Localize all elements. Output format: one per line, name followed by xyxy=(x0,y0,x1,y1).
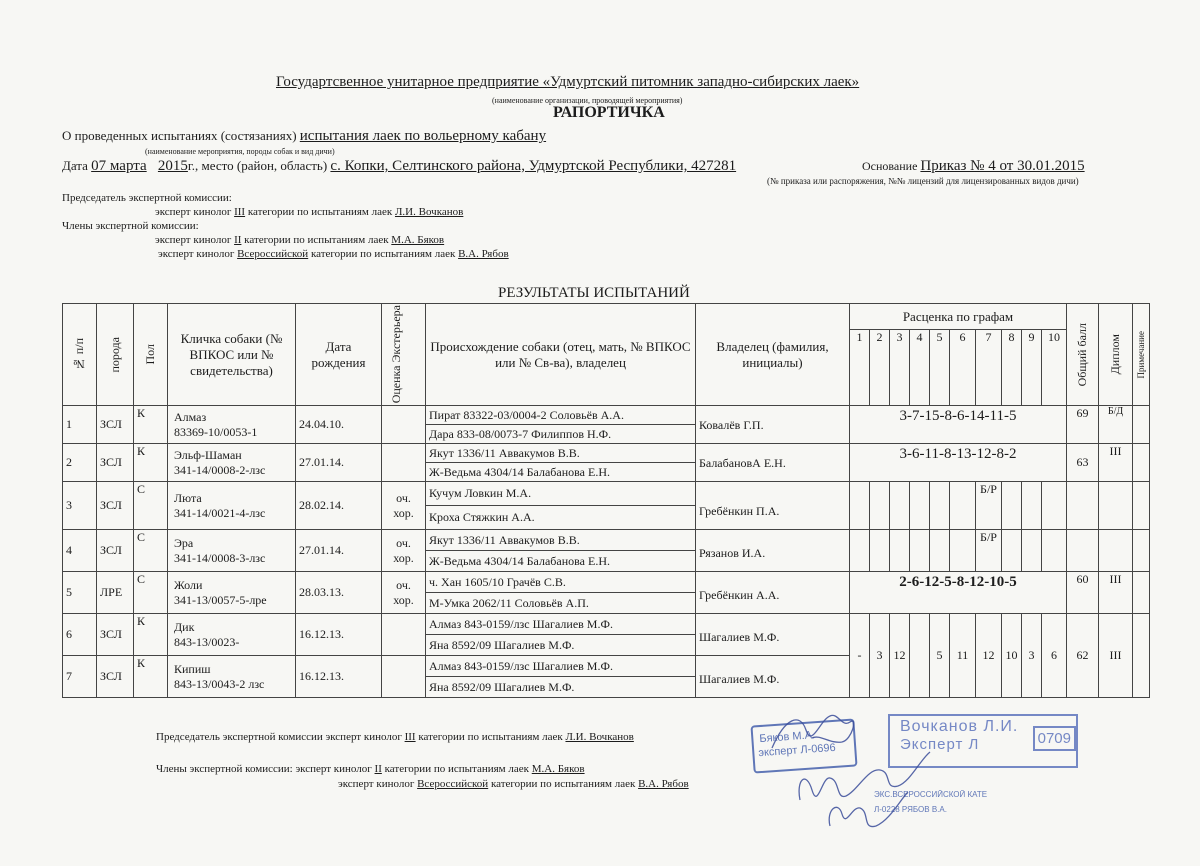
th-exterior: Оценка Экстерьера xyxy=(382,304,426,406)
cell-grade: 5 xyxy=(930,614,950,698)
cell-diploma xyxy=(1099,482,1133,530)
cell-father: Алмаз 843-0159/лзс Шагалиев М.Ф. xyxy=(426,656,696,677)
cell-text: Люта xyxy=(174,490,202,505)
cell-text: 843-13/0023- xyxy=(174,634,240,649)
members-label: Члены экспертной комиссии: xyxy=(62,220,199,232)
cell-note xyxy=(1133,530,1150,572)
cell-exterior xyxy=(382,656,426,698)
cell-text: Дик xyxy=(174,619,195,634)
cell-sex: К xyxy=(134,444,168,482)
cell-grade xyxy=(930,530,950,572)
cell-num: 5 xyxy=(63,572,97,614)
bottom-member1-line: Члены экспертной комиссии: эксперт кинолог II категории по испытаниям лаек М.А. Бяков xyxy=(156,763,585,775)
cell-sex: С xyxy=(134,482,168,530)
cell-text: 341-14/0008-2-лзс xyxy=(174,462,266,477)
cell-sex: К xyxy=(134,656,168,698)
cell-grade xyxy=(910,482,930,530)
th-total: Общий балл xyxy=(1067,304,1099,406)
cell-exterior xyxy=(382,482,426,530)
cell-grade: 3 xyxy=(1022,614,1042,698)
cell-grade xyxy=(890,530,910,572)
cell-dog-name xyxy=(168,656,296,698)
cell-dog-name xyxy=(168,614,296,656)
cell-mother: Яна 8592/09 Шагалиев М.Ф. xyxy=(426,677,696,698)
th-grades: Расценка по графам xyxy=(850,304,1067,330)
th-note: Примечание xyxy=(1133,304,1150,406)
cell-grade: 11 xyxy=(950,614,976,698)
cell-birth: 28.03.13. xyxy=(296,572,382,614)
cell-grade: Б/Р xyxy=(976,530,1002,572)
cell-sex: С xyxy=(134,530,168,572)
cell-num: 7 xyxy=(63,656,97,698)
th-grade-col: 10 xyxy=(1042,330,1067,406)
cell-breed: ЗСЛ xyxy=(97,482,134,530)
cell-grades: 2-6-12-5-8-12-10-5 xyxy=(850,572,1067,614)
cell-exterior xyxy=(382,572,426,614)
cell-diploma xyxy=(1099,530,1133,572)
th-dog-name: Кличка собаки (№ ВПКОС или № свидетельства) xyxy=(168,304,296,406)
cell-dog-name xyxy=(168,482,296,530)
cell-diploma: III xyxy=(1099,614,1133,698)
cell-grade xyxy=(1022,530,1042,572)
cell-exterior xyxy=(382,530,426,572)
th-grade-col: 7 xyxy=(976,330,1002,406)
th-grade-col: 4 xyxy=(910,330,930,406)
member1-line: эксперт кинолог II категории по испытаниям лаек М.А. Бяков xyxy=(155,234,445,246)
cell-text: оч. xyxy=(396,490,411,505)
th-sex: Пол xyxy=(134,304,168,406)
cell-grade: 12 xyxy=(976,614,1002,698)
th-num: № п/п xyxy=(63,304,97,406)
table-row xyxy=(63,572,1150,593)
org-name: Государтсвенное унитарное предприятие «Удмуртский питомник западно-сибирских лаек» xyxy=(276,74,860,90)
cell-grade xyxy=(1042,530,1067,572)
cell-diploma: Б/Д xyxy=(1099,406,1133,444)
cell-text: оч. xyxy=(396,535,411,550)
cell-father: ч. Хан 1605/10 Грачёв С.В. xyxy=(426,572,696,593)
cell-father: Алмаз 843-0159/лзс Шагалиев М.Ф. xyxy=(426,614,696,635)
cell-note xyxy=(1133,572,1150,614)
cell-grade xyxy=(910,614,930,698)
cell-grades: 3-7-15-8-6-14-11-5 xyxy=(850,406,1067,444)
th-birth: Дата рождения xyxy=(296,304,382,406)
cell-owner: Рязанов И.А. xyxy=(696,530,850,572)
cell-diploma: III xyxy=(1099,572,1133,614)
cell-exterior xyxy=(382,406,426,444)
cell-birth: 27.01.14. xyxy=(296,530,382,572)
cell-text: хор. xyxy=(393,505,414,520)
cell-father: Якут 1336/11 Аввакумов В.В. xyxy=(426,444,696,463)
member2-line: эксперт кинолог Всероссийской категории по испытаниям лаек В.А. Рябов xyxy=(158,248,509,260)
cell-birth: 24.04.10. xyxy=(296,406,382,444)
bottom-chair-line: Председатель экспертной комиссии эксперт кинолог III категории по испытаниям лаек Л.И. Вочканов xyxy=(156,731,634,743)
th-grade-col: 6 xyxy=(950,330,976,406)
cell-grade xyxy=(930,482,950,530)
cell-sex: К xyxy=(134,614,168,656)
cell-grade: 10 xyxy=(1002,614,1022,698)
chair-line: эксперт кинолог III категории по испытаниям лаек Л.И. Вочканов xyxy=(155,206,464,218)
date-line: Дата 07 марта 2015г., место (район, область) с. Копки, Селтинского района, Удмуртской Республики, 427281 xyxy=(62,158,737,174)
cell-grade: 12 xyxy=(890,614,910,698)
cell-grade: - xyxy=(850,614,870,698)
cell-text: Эльф-Шаман xyxy=(174,447,242,462)
cell-dog-name xyxy=(168,572,296,614)
cell-grade xyxy=(850,482,870,530)
cell-mother: М-Умка 2062/11 Соловьёв А.П. xyxy=(426,593,696,614)
th-owner: Владелец (фамилия, инициалы) xyxy=(696,304,850,406)
cell-num: 6 xyxy=(63,614,97,656)
basis-note: (№ приказа или распоряжения, №№ лицензий для лицензированных видов дичи) xyxy=(767,176,1079,186)
cell-dog-name xyxy=(168,530,296,572)
table-row xyxy=(63,614,1150,635)
cell-text: Кипиш xyxy=(174,661,211,676)
th-grade-col: 3 xyxy=(890,330,910,406)
cell-dog-name xyxy=(168,406,296,444)
cell-text: оч. xyxy=(396,577,411,592)
basis-line: Основание Приказ № 4 от 30.01.2015 xyxy=(862,158,1085,174)
cell-mother: Яна 8592/09 Шагалиев М.Ф. xyxy=(426,635,696,656)
table-row xyxy=(63,482,1150,506)
cell-note xyxy=(1133,482,1150,530)
results-title: РЕЗУЛЬТАТЫ ИСПЫТАНИЙ xyxy=(498,285,690,301)
cell-grade xyxy=(890,482,910,530)
table-row xyxy=(63,444,1150,463)
th-grade-col: 9 xyxy=(1022,330,1042,406)
cell-sex: К xyxy=(134,406,168,444)
th-grade-col: 1 xyxy=(850,330,870,406)
cell-text: Эра xyxy=(174,535,194,550)
cell-birth: 27.01.14. xyxy=(296,444,382,482)
cell-grade xyxy=(1042,482,1067,530)
cell-grade xyxy=(1002,530,1022,572)
cell-breed: ЛРЕ xyxy=(97,572,134,614)
th-grade-col: 5 xyxy=(930,330,950,406)
doc-title: РАПОРТИЧКА xyxy=(553,104,665,121)
cell-text: 843-13/0043-2 лзс xyxy=(174,676,265,691)
cell-father: Якут 1336/11 Аввакумов В.В. xyxy=(426,530,696,551)
cell-father: Кучум Ловкин М.А. xyxy=(426,482,696,506)
cell-num: 3 xyxy=(63,482,97,530)
org-note: (наименование организации, проводящей мероприятия) xyxy=(492,96,683,105)
cell-sex: С xyxy=(134,572,168,614)
cell-num: 2 xyxy=(63,444,97,482)
cell-grade xyxy=(950,482,976,530)
cell-breed: ЗСЛ xyxy=(97,614,134,656)
cell-total xyxy=(1067,530,1099,572)
th-diploma: Диплом xyxy=(1099,304,1133,406)
cell-mother: Кроха Стяжкин А.А. xyxy=(426,506,696,530)
stamp-vochkanov: Вочканов Л.И. Эксперт Л 0709 xyxy=(888,714,1078,768)
cell-mother: Дара 833-08/0073-7 Филиппов Н.Ф. xyxy=(426,425,696,444)
cell-grade xyxy=(850,530,870,572)
cell-num: 4 xyxy=(63,530,97,572)
cell-birth: 28.02.14. xyxy=(296,482,382,530)
cell-text: 341-14/0008-3-лзс xyxy=(174,550,266,565)
table-row xyxy=(63,406,1150,425)
cell-owner: Гребёнкин А.А. xyxy=(696,572,850,614)
cell-dog-name xyxy=(168,444,296,482)
about-note: (наименование мероприятия, породы собак и вид дичи) xyxy=(145,147,335,156)
th-origin: Происхождение собаки (отец, мать, № ВПКОС или № Св-ва), владелец xyxy=(426,304,696,406)
cell-text: хор. xyxy=(393,550,414,565)
cell-num: 1 xyxy=(63,406,97,444)
cell-text: 83369-10/0053-1 xyxy=(174,424,258,439)
cell-owner: БалабановА Е.Н. xyxy=(696,444,850,482)
cell-grade xyxy=(870,482,890,530)
cell-note xyxy=(1133,406,1150,444)
cell-note xyxy=(1133,614,1150,698)
cell-total xyxy=(1067,482,1099,530)
cell-grade xyxy=(910,530,930,572)
cell-text: Алмаз xyxy=(174,409,207,424)
cell-note xyxy=(1133,444,1150,482)
cell-grade: 3 xyxy=(870,614,890,698)
cell-grades: 3-6-11-8-13-12-8-2 xyxy=(850,444,1067,482)
cell-breed: ЗСЛ xyxy=(97,444,134,482)
th-grade-col: 2 xyxy=(870,330,890,406)
cell-grade xyxy=(1002,482,1022,530)
cell-grade xyxy=(950,530,976,572)
cell-birth: 16.12.13. xyxy=(296,656,382,698)
cell-owner: Шагалиев М.Ф. xyxy=(696,656,850,698)
stamp-byakov: Бяков М.А. эксперт Л-0696 xyxy=(750,718,857,773)
cell-mother: Ж-Ведьма 4304/14 Балабанова Е.Н. xyxy=(426,463,696,482)
chair-label: Председатель экспертной комиссии: xyxy=(62,192,232,204)
cell-grade xyxy=(1022,482,1042,530)
cell-owner: Гребёнкин П.А. xyxy=(696,482,850,530)
cell-text: 341-14/0021-4-лзс xyxy=(174,505,266,520)
cell-total: 63 xyxy=(1067,444,1099,482)
cell-text: Жоли xyxy=(174,577,203,592)
cell-total: 60 xyxy=(1067,572,1099,614)
cell-owner: Шагалиев М.Ф. xyxy=(696,614,850,656)
th-breed: порода xyxy=(97,304,134,406)
cell-diploma: III xyxy=(1099,444,1133,482)
cell-owner: Ковалёв Г.П. xyxy=(696,406,850,444)
cell-breed: ЗСЛ xyxy=(97,530,134,572)
table-row xyxy=(63,530,1150,551)
cell-total: 69 xyxy=(1067,406,1099,444)
cell-total: 62 xyxy=(1067,614,1099,698)
cell-exterior xyxy=(382,614,426,656)
cell-father: Пират 83322-03/0004-2 Соловьёв А.А. xyxy=(426,406,696,425)
stamp-ryabov: ЭКС.ВСЕРОССИЙСКОЙ КАТЕ Л-0228 РЯБОВ В.А. xyxy=(874,790,988,814)
cell-grade: 6 xyxy=(1042,614,1067,698)
th-grade-col: 8 xyxy=(1002,330,1022,406)
about-line: О проведенных испытаниях (состязаниях) испытания лаек по вольерному кабану xyxy=(62,128,547,144)
cell-grade xyxy=(870,530,890,572)
cell-breed: ЗСЛ xyxy=(97,406,134,444)
cell-text: хор. xyxy=(393,592,414,607)
bottom-member2-line: эксперт кинолог Всероссийской категории по испытаниям лаек В.А. Рябов xyxy=(338,778,689,790)
cell-exterior xyxy=(382,444,426,482)
results-table xyxy=(62,303,1150,698)
cell-grade: Б/Р xyxy=(976,482,1002,530)
cell-breed: ЗСЛ xyxy=(97,656,134,698)
cell-birth: 16.12.13. xyxy=(296,614,382,656)
cell-mother: Ж-Ведьма 4304/14 Балабанова Е.Н. xyxy=(426,551,696,572)
cell-text: 341-13/0057-5-лре xyxy=(174,592,267,607)
